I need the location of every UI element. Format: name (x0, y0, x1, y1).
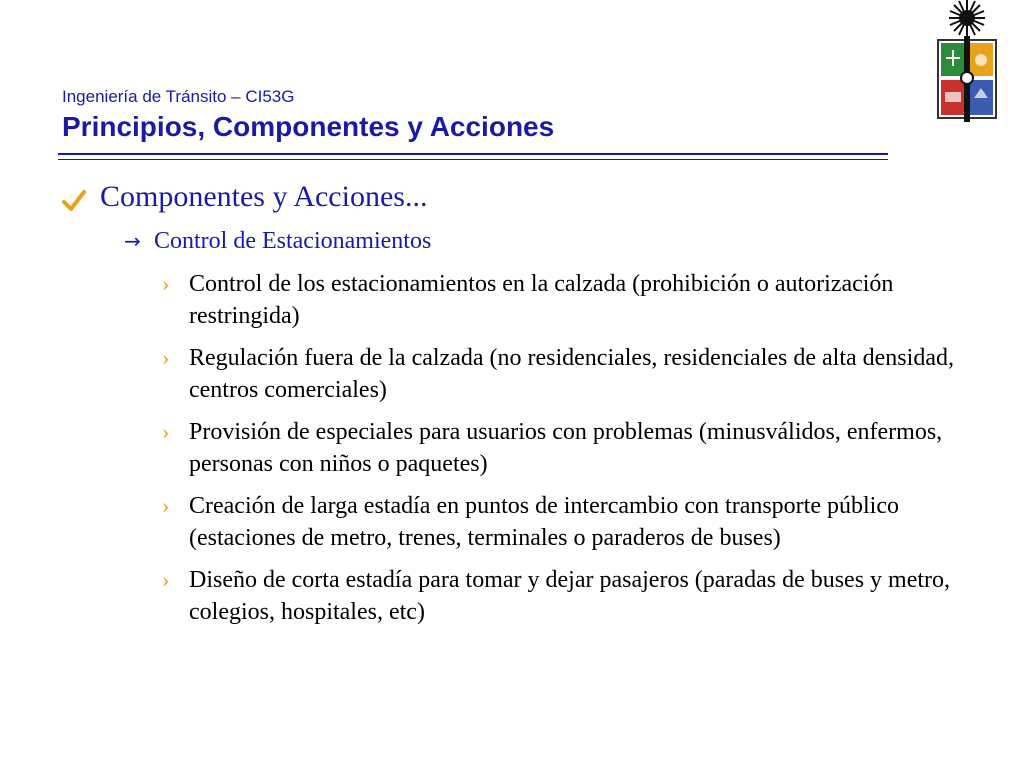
list-item (162, 268, 982, 332)
university-crest-icon (934, 0, 1000, 124)
chevron-right-icon: › (162, 493, 170, 518)
list-item-text: Diseño de corta estadía para tomar y dejar pasajeros (paradas de buses y metro, colegios, hospitales, etc) (189, 567, 951, 625)
bullet-level2 (124, 228, 431, 255)
list-item (162, 416, 982, 480)
list-item (162, 342, 982, 406)
bullet-list (162, 268, 982, 638)
list-item (162, 490, 982, 554)
chevron-right-icon: › (162, 419, 170, 444)
list-item-text: Provisión de especiales para usuarios con problemas (minusválidos, enfermos, personas con niños o paquetes) (189, 419, 943, 477)
list-item (162, 564, 982, 628)
list-item-text: Control de los estacionamientos en la calzada (prohibición o autorización restringida) (189, 271, 894, 329)
title-divider (58, 153, 888, 155)
checkmark-icon (62, 188, 86, 212)
list-item-text: Regulación fuera de la calzada (no residenciales, residenciales de alta densidad, centros comerciales) (189, 345, 954, 403)
slide-title: Principios, Componentes y Acciones (62, 111, 555, 142)
bullet-level1 (62, 180, 427, 214)
bullet-level1-text: Componentes y Acciones... (100, 180, 428, 213)
title-divider-thin (58, 159, 888, 160)
chevron-right-icon: › (162, 271, 170, 296)
chevron-right-icon: › (162, 567, 170, 592)
chevron-right-icon: › (162, 345, 170, 370)
course-subtitle: Ingeniería de Tránsito – CI53G (62, 87, 295, 106)
right-arrow-icon: → (124, 229, 141, 253)
list-item-text: Creación de larga estadía en puntos de intercambio con transporte público (estaciones de metro, trenes, terminales o paraderos de buses) (189, 493, 899, 551)
bullet-level2-text: Control de Estacionamientos (154, 228, 432, 254)
